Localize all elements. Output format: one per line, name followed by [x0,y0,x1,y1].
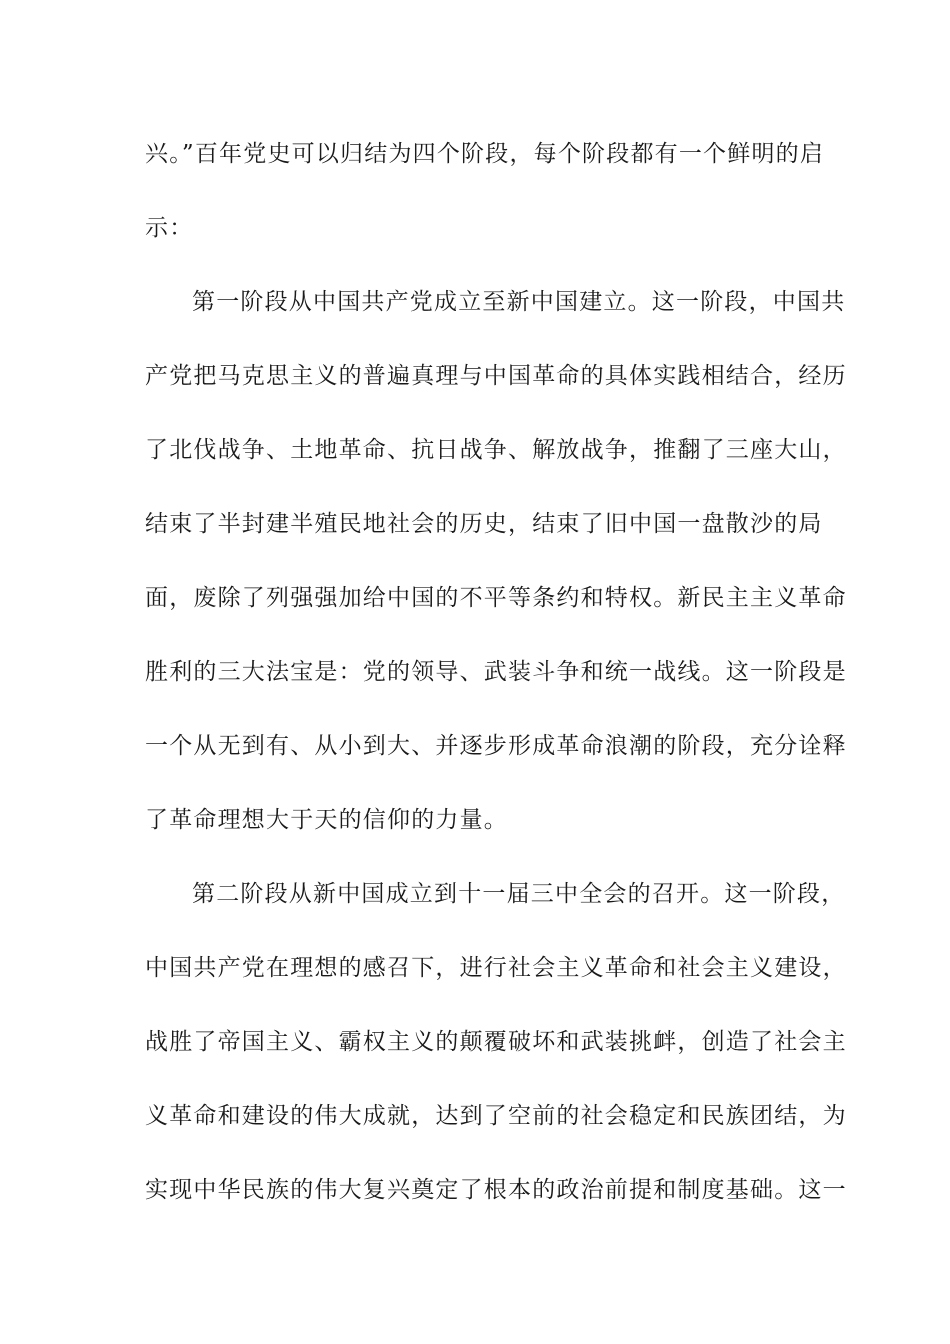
text-line: 战胜了帝国主义、霸权主义的颠覆破坏和武装挑衅，创造了社会主 [145,1029,847,1055]
text-line: 了北伐战争、土地革命、抗日战争、解放战争，推翻了三座大山， [145,437,847,463]
text-line: 了革命理想大于天的信仰的力量。 [145,807,508,833]
paragraph-start-line: 第二阶段从新中国成立到十一届三中全会的召开。这一阶段， [192,881,846,907]
text-line: 结束了半封建半殖民地社会的历史，结束了旧中国一盘散沙的局 [145,511,823,537]
text-line: 产党把马克思主义的普遍真理与中国革命的具体实践相结合，经历 [145,363,847,389]
text-line: 实现中华民族的伟大复兴奠定了根本的政治前提和制度基础。这一 [145,1177,847,1203]
text-line: 兴。”百年党史可以归结为四个阶段，每个阶段都有一个鲜明的启 [145,141,825,167]
text-line: 中国共产党在理想的感召下，进行社会主义革命和社会主义建设， [145,955,847,981]
text-line: 义革命和建设的伟大成就，达到了空前的社会稳定和民族团结，为 [145,1103,847,1129]
text-line: 胜利的三大法宝是：党的领导、武装斗争和统一战线。这一阶段是 [145,659,847,685]
text-line: 示： [145,215,194,241]
text-line: 面，废除了列强强加给中国的不平等条约和特权。新民主主义革命 [145,585,847,611]
paragraph-start-line: 第一阶段从中国共产党成立至新中国建立。这一阶段，中国共 [192,289,846,315]
text-line: 一个从无到有、从小到大、并逐步形成革命浪潮的阶段，充分诠释 [145,733,847,759]
